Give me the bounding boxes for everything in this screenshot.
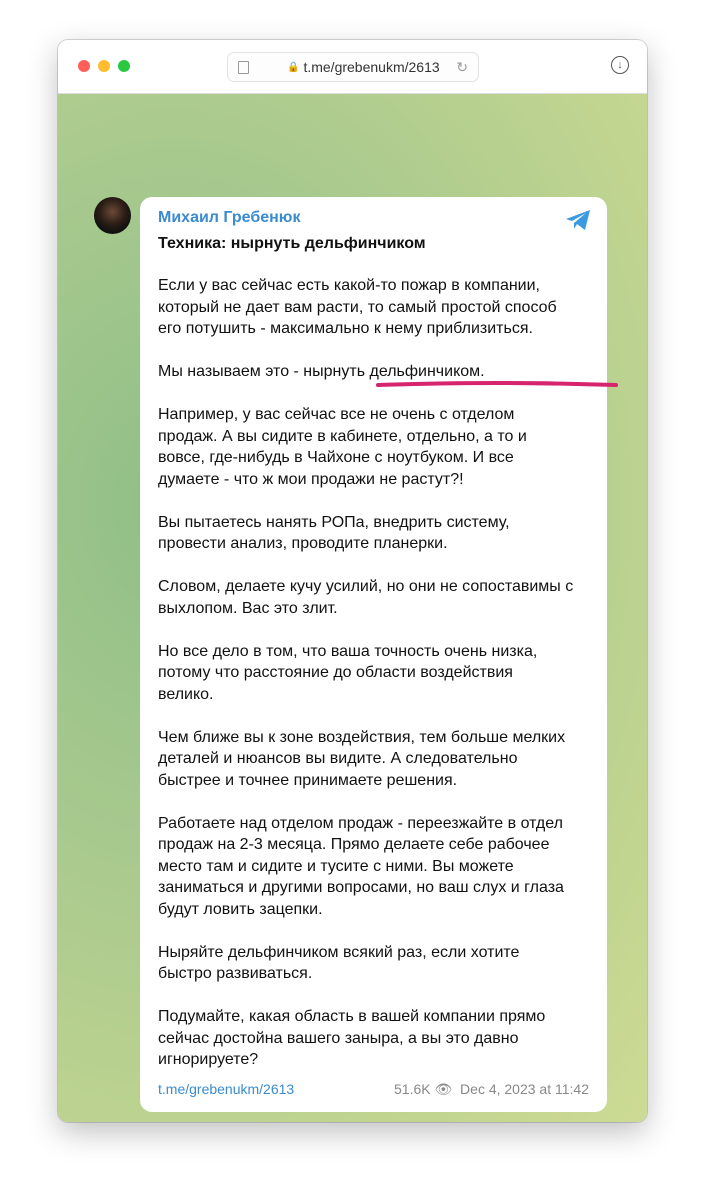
reader-icon[interactable] <box>238 61 249 74</box>
paragraph-line: сейчас достойна вашего заныра, а вы это давно <box>158 1029 519 1047</box>
paragraph-line: заниматься и другими вопросами, но ваш слух и глаза <box>158 879 564 896</box>
paragraph-line: думаете - что ж мои продажи не растут?! <box>158 470 464 488</box>
paragraph-line: Словом, делаете кучу усилий, но они не сопоставимы с <box>158 578 574 595</box>
paragraph <box>158 512 589 555</box>
address-bar[interactable] <box>227 52 479 82</box>
paragraph <box>158 576 589 619</box>
post-body <box>158 275 589 1071</box>
lock-icon: 🔒 <box>287 61 300 73</box>
paragraph-line: провести анализ, проводите планерки. <box>158 535 448 552</box>
avatar[interactable] <box>94 197 131 234</box>
post-title: Техника: нырнуть дельфинчиком <box>158 235 426 252</box>
paragraph-line: место там и сидите и тусите с ними. Вы можете <box>158 857 514 875</box>
paragraph <box>158 641 589 706</box>
paragraph-line: Работаете над отделом продаж - переезжайте в отдел <box>158 814 563 832</box>
minimize-button[interactable] <box>98 60 110 72</box>
paragraph-line: будут ловить зацепки. <box>158 900 323 918</box>
paragraph-line: Вы пытаетесь нанять РОПа, внедрить систему, <box>158 513 510 531</box>
paragraph-line: Ныряйте дельфинчиком всякий раз, если хотите <box>158 943 520 961</box>
author-name[interactable]: Михаил Гребенюк <box>158 209 301 226</box>
paragraph <box>158 275 589 340</box>
reload-icon[interactable]: ↻ <box>456 58 468 75</box>
url-text: t.me/grebenukm/2613 <box>303 59 440 75</box>
paragraph-line: быстро развиваться. <box>158 965 313 982</box>
paragraph-line: быстрее и точнее принимаете решения. <box>158 771 458 789</box>
paragraph-line: выхлопом. Вас это злит. <box>158 599 338 617</box>
paragraph-line: потому что расстояние до области воздействия <box>158 664 513 681</box>
paragraph-line: Мы называем это - нырнуть дельфинчиком. <box>158 363 485 380</box>
paragraph-line: продаж. А вы сидите в кабинете, отдельно, а то и <box>158 427 527 445</box>
paragraph-line: который не дает вам расти, то самый простой способ <box>158 298 557 316</box>
post-date: Dec 4, 2023 at 11:42 <box>460 1081 589 1097</box>
paragraph-line: Подумайте, какая область в вашей компании прямо <box>158 1008 546 1025</box>
paragraph-line: его потушить - максимально к нему приблизиться. <box>158 320 533 337</box>
download-icon[interactable]: ↓ <box>611 56 629 74</box>
paragraph-line: вовсе, где-нибудь в Чайхоне с ноутбуком. И все <box>158 449 514 466</box>
browser-window <box>58 40 647 1122</box>
paragraph <box>158 1006 589 1071</box>
paragraph-line: Если у вас сейчас есть какой-то пожар в компании, <box>158 277 540 294</box>
paragraph-line: велико. <box>158 685 214 703</box>
paragraph-line: Например, у вас сейчас все не очень с отделом <box>158 406 515 423</box>
view-count: 51.6K <box>394 1081 431 1097</box>
paragraph <box>158 404 589 490</box>
paragraph-line: игнорируете? <box>158 1051 259 1068</box>
maximize-button[interactable] <box>118 60 130 72</box>
telegram-icon[interactable] <box>565 209 591 231</box>
browser-toolbar <box>58 40 647 94</box>
paragraph <box>158 813 589 921</box>
paragraph-line: продаж на 2-3 месяца. Прямо делаете себе рабочее <box>158 836 550 853</box>
paragraph <box>158 942 589 985</box>
paragraph-line: Чем ближе вы к зоне воздействия, тем больше мелких <box>158 728 566 746</box>
paragraph-line: деталей и нюансов вы видите. А следовательно <box>158 750 518 767</box>
paragraph-line: Но все дело в том, что ваша точность очень низка, <box>158 642 538 660</box>
post-footer <box>158 1081 589 1098</box>
chat-background <box>58 94 647 1122</box>
close-button[interactable] <box>78 60 90 72</box>
message-card <box>140 197 607 1112</box>
post-link[interactable]: t.me/grebenukm/2613 <box>158 1081 295 1097</box>
paragraph <box>158 727 589 792</box>
eye-icon: 👁 <box>434 1081 453 1097</box>
highlight-underline <box>376 379 621 391</box>
